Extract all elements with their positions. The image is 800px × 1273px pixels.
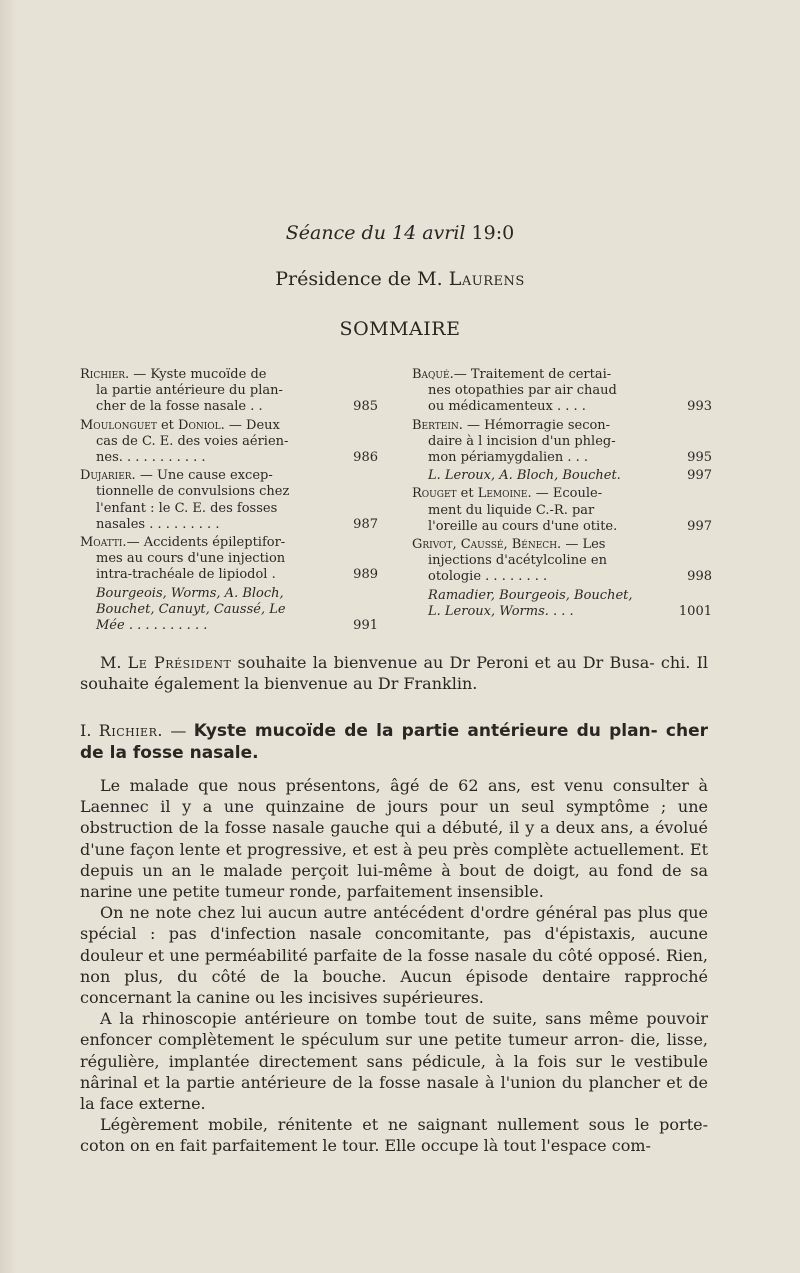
toc-entry [80, 367, 378, 416]
toc-entry [412, 468, 712, 484]
president-name: Laurens [448, 268, 525, 290]
toc-left-column [80, 367, 378, 636]
presidency-prefix: Présidence de M. [275, 268, 443, 290]
toc-line: mon périamygdalien . . . [428, 450, 589, 466]
toc-line: otologie . . . . . . . . [428, 569, 548, 585]
summary-title: SOMMAIRE [339, 318, 461, 340]
toc-text: et [456, 486, 478, 502]
toc-author: Lemoine. [477, 486, 532, 502]
paragraph: Légèrement mobile, rénitente et ne saignant nullement sous le porte- coton on en fait parfaitement le tour. Elle occupe là tout l'espace com- [80, 1115, 708, 1156]
toc-line: ou médicamenteux . . . . [428, 399, 586, 415]
toc-text: — Une cause excep- [135, 468, 273, 484]
toc-line: nes otopathies par air chaud [428, 383, 617, 399]
toc-author: Dujarier. [80, 468, 136, 484]
article-heading: Kyste mucoïde de la partie antérieure du plan- cher de la fosse nasale. [80, 721, 709, 763]
toc-right-column [412, 367, 712, 622]
toc-page-number: 985 [353, 399, 378, 415]
toc-line: daire à l incision d'un phleg- [428, 433, 616, 449]
toc-page-number: 995 [687, 450, 712, 466]
toc-page-number: 987 [353, 516, 378, 532]
toc-text: — Les [561, 537, 606, 553]
toc-line: nasales . . . . . . . . . [96, 516, 220, 532]
toc-page-number: 989 [353, 567, 378, 583]
toc-authors-line: Bourgeois, Worms, A. Bloch, [96, 585, 284, 601]
paragraph: A la rhinoscopie antérieure on tombe tout de suite, sans même pouvoir enfoncer complètement le spéculum sur une petite tumeur arron- die, lisse, régulière, implantée directement sans pédicule, à la fois sur le vestibule nârinal et la partie antérieure de la fosse nasale à l'union du plancher et de la face externe. [80, 1009, 708, 1114]
toc-first-line [412, 418, 662, 434]
toc-first-line [412, 537, 662, 553]
toc-authors-line: Bouchet, Canuyt, Caussé, Le [96, 601, 286, 617]
toc-line: l'oreille au cours d'une otite. [428, 518, 618, 534]
toc-text: et [156, 417, 179, 433]
toc-first-line [80, 468, 328, 484]
toc-line: injections d'acétylcoline en [428, 553, 607, 569]
toc-page-number: 993 [687, 399, 712, 415]
toc-text: — Ecoule- [531, 486, 603, 502]
toc-line: cas de C. E. des voies aérien- [96, 433, 289, 449]
toc-entry [412, 588, 712, 620]
toc-page-number: 1001 [678, 603, 712, 619]
president-prefix: M. [100, 653, 128, 672]
paragraph: On ne note chez lui aucun autre antécédent d'ordre général pas plus que spécial : pas d'infection nasale concomitante, pas d'épistaxis, aucune douleur et une perméabilité parfaite de la fosse nasale du côté opposé. Rien, non plus, du côté de la bouche. Aucun épisode dentaire rapproché concernant la canine ou les incisives supérieures. [80, 903, 708, 1008]
toc-author: Moulonguet [80, 417, 157, 433]
president-title: Le Président [127, 653, 232, 672]
toc-entry [412, 537, 712, 586]
toc-authors-line: Mée . . . . . . . . . . [96, 618, 208, 634]
article-title [80, 720, 708, 764]
toc-first-line [412, 486, 662, 502]
toc-text: — Hémorragie secon- [462, 417, 611, 433]
toc-line: ment du liquide C.-R. par [428, 502, 595, 518]
toc-line: tionnelle de convulsions chez [96, 484, 290, 500]
toc-entry [80, 418, 378, 467]
toc-author: Bertein. [412, 417, 463, 433]
toc-line: l'enfant : le C. E. des fosses [96, 500, 278, 516]
toc-line: la partie antérieure du plan- [96, 383, 283, 399]
toc-first-line [80, 418, 328, 434]
toc-first-line [412, 367, 662, 383]
toc-line: nes. . . . . . . . . . . [96, 450, 206, 466]
article-dash: — [162, 721, 194, 740]
toc-entry [80, 586, 378, 635]
toc-entry [80, 468, 378, 533]
toc-entry [412, 418, 712, 467]
paragraph: Le malade que nous présentons, âgé de 62 ans, est venu consulter à Laennec il y a une quinzaine de jours pour un seul symptôme ; une obstruction de la fosse nasale gauche qui a débuté, il y a deux ans, a évolué d'une façon lente et progressive, et est à peu près complète actuellement. Et depuis un an le malade perçoit lui-même à bout de doigt, au fond de sa narine une petite tumeur ronde, parfaitement insensible. [80, 776, 708, 902]
session-label: Séance [285, 222, 356, 244]
session-date: 14 avril [391, 222, 466, 244]
toc-authors-line: L. Leroux, Worms. . . . [428, 603, 574, 619]
toc-page-number: 986 [353, 450, 378, 466]
toc-author: Rouget [412, 486, 457, 502]
toc-page-number: 997 [687, 518, 712, 534]
toc-text: — Deux [224, 417, 280, 433]
article-author: Richier. [98, 721, 163, 740]
toc-first-line [80, 367, 328, 383]
toc-page-number: 998 [687, 569, 712, 585]
toc-line: mes au cours d'une injection [96, 551, 286, 567]
toc-line: cher de la fosse nasale . . [96, 399, 263, 415]
president-announcement [80, 652, 708, 694]
toc-author: Richier. [80, 367, 130, 382]
toc-entry [80, 535, 378, 584]
toc-first-line [80, 535, 328, 551]
toc-page-number: 997 [687, 468, 712, 484]
toc-author: Moatti. [80, 535, 127, 551]
toc-page-number: 991 [353, 618, 378, 634]
toc-author: Doniol. [178, 417, 225, 433]
president-text: souhaite la bienvenue au Dr Peroni et au Dr Busa- chi. Il souhaite également la bienvenue au Dr Franklin. [80, 653, 709, 694]
article-body [80, 775, 708, 1157]
toc-text: — Accidents épileptifor- [126, 535, 286, 551]
toc-text: — Traitement de certai- [453, 367, 612, 382]
toc-author: Grivot, Caussé, Bénech. [412, 537, 562, 553]
toc-text: — Kyste mucoïde de [129, 367, 267, 382]
toc-entry [412, 367, 712, 416]
article-number: I. [80, 721, 99, 740]
toc-author: Baqué. [412, 367, 454, 382]
toc-authors-line: L. Leroux, A. Bloch, Bouchet. [428, 468, 621, 484]
toc-authors-line: Ramadier, Bourgeois, Bouchet, [428, 587, 633, 603]
presidency-line [0, 268, 800, 290]
session-year: 19:0 [471, 222, 515, 244]
session-heading [0, 222, 800, 244]
session-du: du [361, 222, 386, 244]
toc-line: intra-trachéale de lipiodol . [96, 567, 276, 583]
toc-entry [412, 486, 712, 535]
